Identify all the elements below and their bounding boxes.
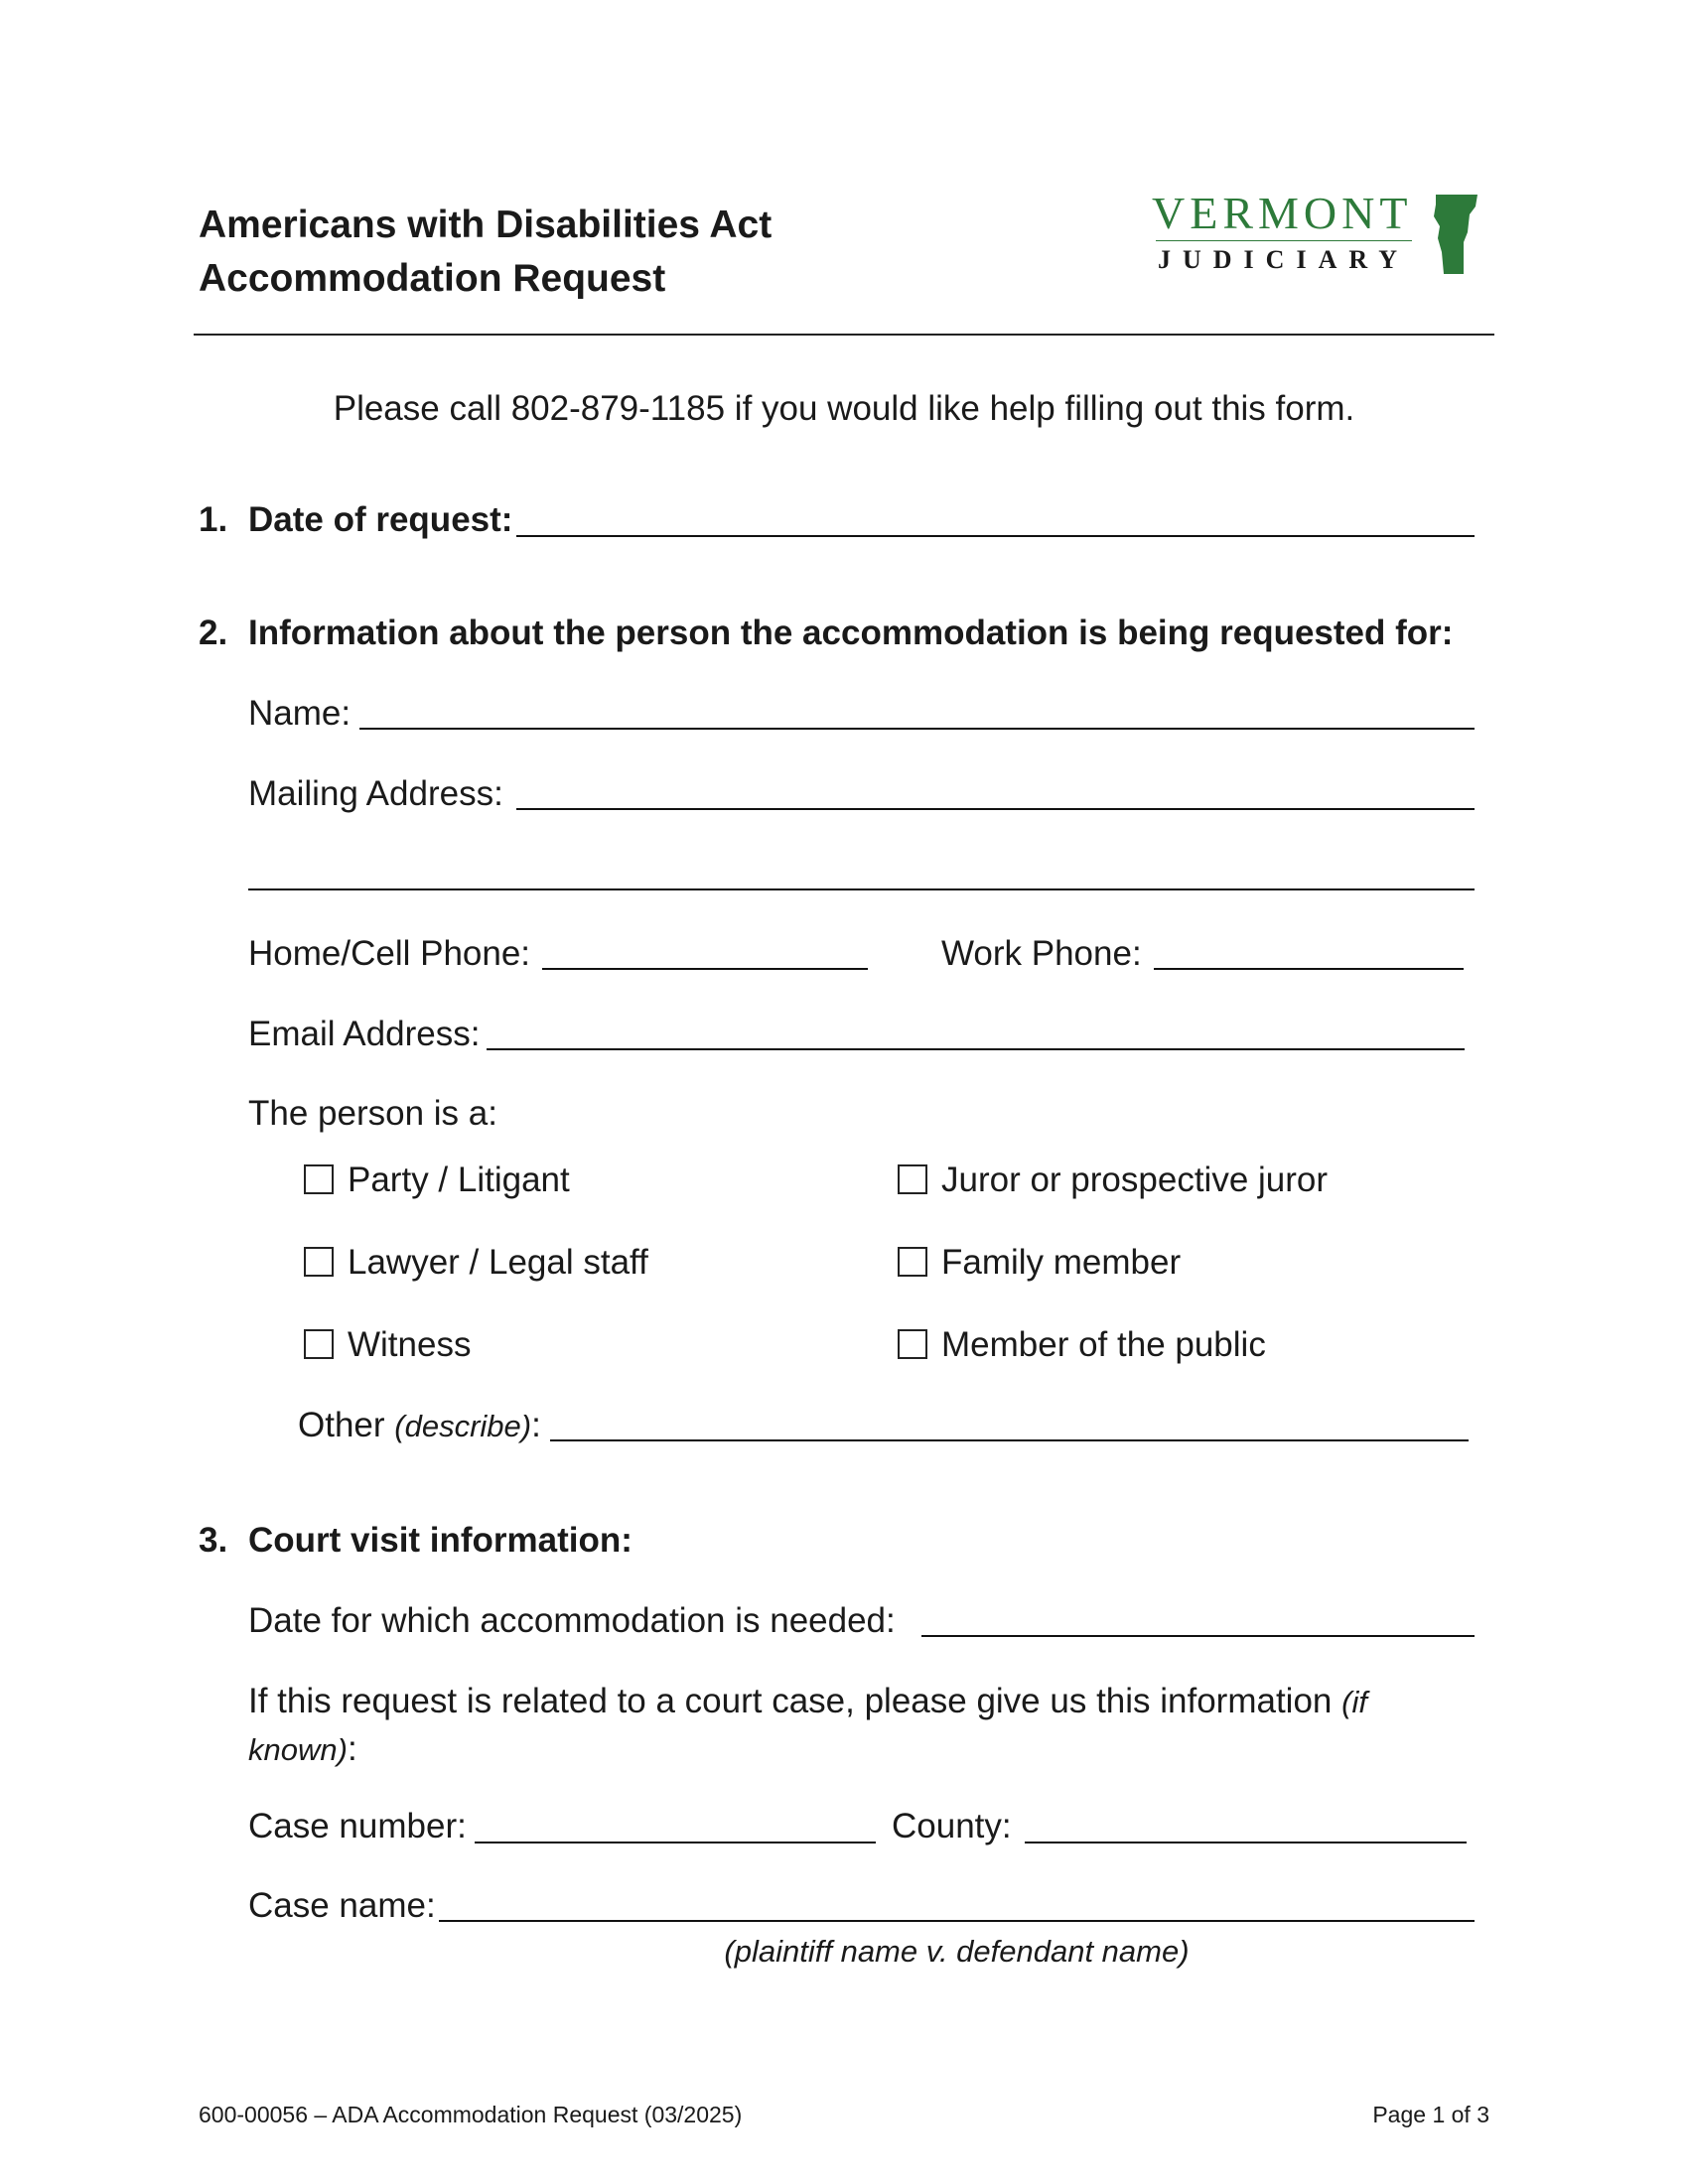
date-needed-field[interactable] xyxy=(921,1635,1475,1637)
other-label-text: Other xyxy=(298,1406,385,1444)
case-name-label: Case name: xyxy=(248,1886,436,1925)
checkbox-family-member[interactable] xyxy=(898,1247,927,1277)
home-cell-phone-label: Home/Cell Phone: xyxy=(248,934,531,973)
case-intro-text-line-2 xyxy=(248,1725,357,1774)
footer-page-number: Page 1 of 3 xyxy=(1372,2102,1489,2127)
date-needed-label: Date for which accommodation is needed: xyxy=(248,1601,896,1640)
option-juror: Juror or prospective juror xyxy=(941,1160,1329,1199)
checkbox-lawyer-legal-staff[interactable] xyxy=(304,1247,334,1277)
case-name-field[interactable] xyxy=(439,1920,1475,1922)
logo-divider xyxy=(1156,240,1412,241)
section-3-number: 3. xyxy=(199,1521,228,1560)
section-1-heading xyxy=(199,496,512,544)
section-2-heading-text: Information about the person the accommodation is being requested for: xyxy=(248,614,1454,652)
checkbox-juror[interactable] xyxy=(898,1164,927,1194)
email-address-field[interactable] xyxy=(487,1048,1465,1050)
date-of-request-label: Date of request: xyxy=(248,500,513,539)
person-is-label: The person is a: xyxy=(248,1094,497,1133)
mailing-address-field-line-2[interactable] xyxy=(248,888,1475,890)
case-name-hint: (plaintiff name v. defendant name) xyxy=(724,1934,1190,1969)
section-2-heading xyxy=(199,610,1453,657)
case-intro-hint-part-1: (if xyxy=(1341,1685,1367,1719)
form-title-line-2: Accommodation Request xyxy=(199,257,666,300)
logo-word-judiciary: JUDICIARY xyxy=(1158,245,1409,274)
option-party-litigant: Party / Litigant xyxy=(348,1160,570,1199)
checkbox-member-of-public[interactable] xyxy=(898,1329,927,1359)
other-label xyxy=(298,1402,541,1450)
case-number-field[interactable] xyxy=(475,1842,876,1843)
checkbox-witness[interactable] xyxy=(304,1329,334,1359)
vermont-state-icon xyxy=(1430,193,1479,276)
case-intro-hint-part-2: known) xyxy=(248,1732,348,1767)
other-describe-field[interactable] xyxy=(550,1439,1469,1441)
date-of-request-field[interactable] xyxy=(516,535,1475,537)
name-label: Name: xyxy=(248,694,352,733)
work-phone-field[interactable] xyxy=(1154,968,1464,970)
case-intro-colon: : xyxy=(347,1729,357,1768)
mailing-address-field[interactable] xyxy=(516,808,1475,810)
section-2-number: 2. xyxy=(199,614,228,652)
option-family-member: Family member xyxy=(941,1243,1182,1282)
home-cell-phone-field[interactable] xyxy=(542,968,868,970)
option-witness: Witness xyxy=(348,1325,472,1364)
footer-form-id: 600-00056 – ADA Accommodation Request (03/2025) xyxy=(199,2102,743,2127)
other-hint: (describe) xyxy=(394,1409,532,1443)
form-title-line-1: Americans with Disabilities Act xyxy=(199,204,773,246)
mailing-address-label: Mailing Address: xyxy=(248,774,503,813)
email-address-label: Email Address: xyxy=(248,1015,481,1053)
case-intro-main: If this request is related to a court case, please give us this information xyxy=(248,1682,1333,1720)
checkbox-party-litigant[interactable] xyxy=(304,1164,334,1194)
option-member-of-public: Member of the public xyxy=(941,1325,1266,1364)
work-phone-label: Work Phone: xyxy=(941,934,1142,973)
name-field[interactable] xyxy=(359,728,1475,730)
logo-word-vermont: VERMONT xyxy=(1152,188,1413,238)
header-divider xyxy=(194,334,1494,336)
option-lawyer-legal-staff: Lawyer / Legal staff xyxy=(348,1243,648,1282)
section-3-heading-text: Court visit information: xyxy=(248,1521,633,1560)
county-field[interactable] xyxy=(1025,1842,1467,1843)
case-number-label: Case number: xyxy=(248,1807,467,1845)
county-label: County: xyxy=(892,1807,1012,1845)
case-intro-text xyxy=(248,1678,1367,1726)
vermont-judiciary-logo xyxy=(1152,189,1479,288)
section-1-number: 1. xyxy=(199,500,228,539)
help-text: Please call 802-879-1185 if you would like help filling out this form. xyxy=(333,389,1355,428)
other-colon: : xyxy=(531,1406,541,1444)
section-3-heading xyxy=(199,1517,633,1565)
